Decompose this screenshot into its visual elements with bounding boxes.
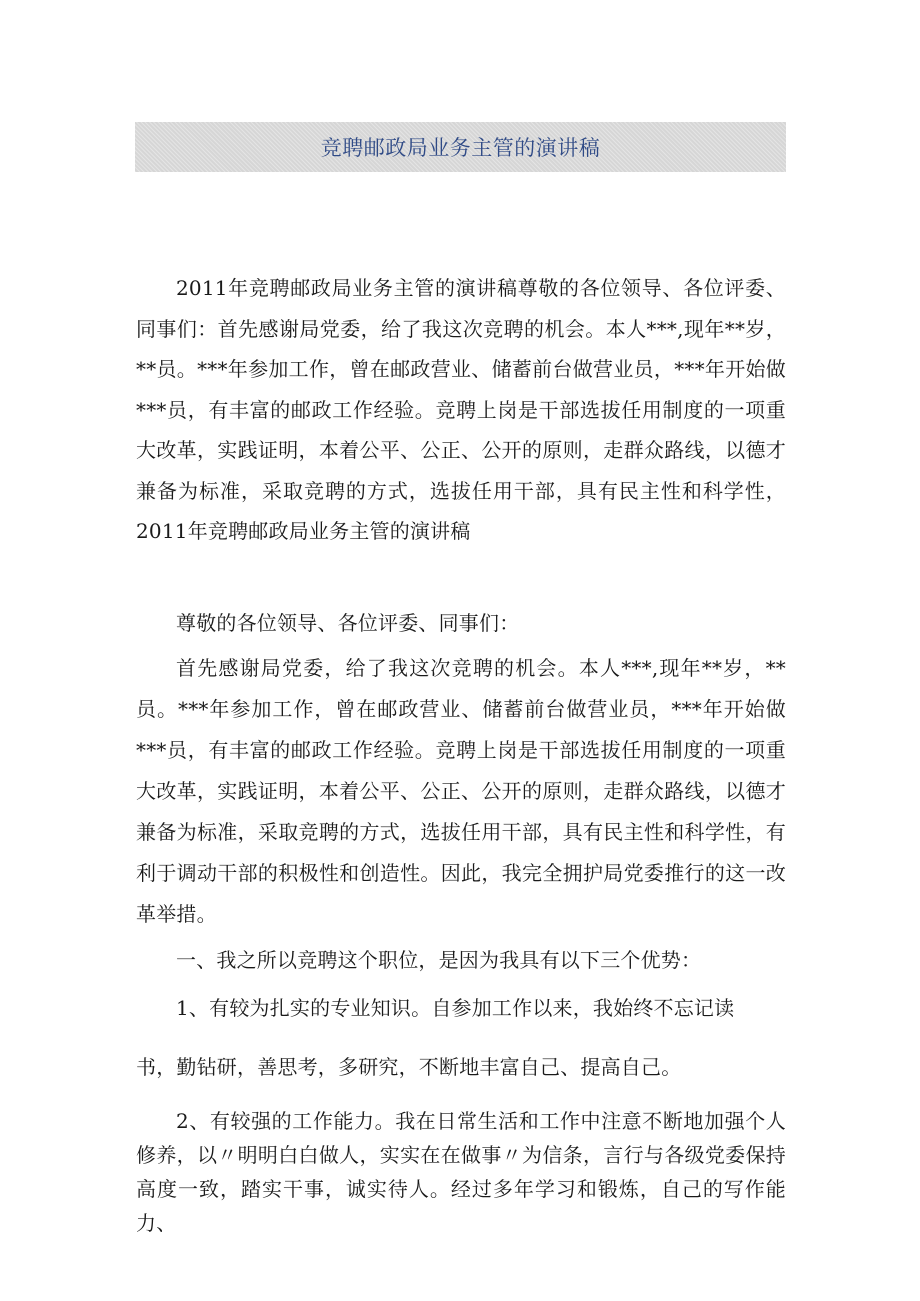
paragraph-main: 首先感谢局党委，给了我这次竞聘的机会。本人***,现年**岁，**员。***年参加工作，曾在邮政营业、储蓄前台做营业员，***年开始做***员，有丰富的邮政工作经验。竞聘上岗是干部选拔任用制度的一项重大改革，实践证明，本着公平、公正、公开的原则，走群众路线，以德才兼备为标准，采取竞聘的方式，选拔任用干部，具有民主性和科学性，有利于调动干部的积极性和创造性。因此，我完全拥护局党委推行的这一改革举措。 <box>136 656 786 926</box>
paragraph-section-heading: 一、我之所以竞聘这个职位，是因为我具有以下三个优势： <box>176 948 702 972</box>
paragraph-intro: 2011年竞聘邮政局业务主管的演讲稿尊敬的各位领导、各位评委、同事们：首先感谢局党委，给了我这次竞聘的机会。本人***,现年**岁，**员。***年参加工作，曾在邮政营业、储蓄前台做营业员，***年开始做***员，有丰富的邮政工作经验。竞聘上岗是干部选拔任用制度的一项重大改革，实践证明，本着公平、公正、公开的原则，走群众路线，以德才兼备为标准，采取竞聘的方式，选拔任用干部，具有民主性和科学性，2011年竞聘邮政局业务主管的演讲稿 <box>136 276 786 543</box>
paragraph-salutation: 尊敬的各位领导、各位评委、同事们： <box>176 611 520 635</box>
document-title: 竞聘邮政局业务主管的演讲稿 <box>320 136 601 160</box>
paragraph-point-1-continued: 书，勤钻研，善思考，多研究，不断地丰富自己、提高自己。 <box>136 1055 682 1079</box>
paragraph-point-2: 2、有较强的工作能力。我在日常生活和工作中注意不断地加强个人修养，以〃明明白白做人，实实在在做事〃为信条，言行与各级党委保持高度一致，踏实干事，诚实待人。经过多年学习和锻炼，自己的写作能力、 <box>136 1109 786 1235</box>
paragraph-point-1: 1、有较为扎实的专业知识。自参加工作以来，我始终不忘记读 <box>176 996 735 1020</box>
title-banner <box>135 122 786 172</box>
